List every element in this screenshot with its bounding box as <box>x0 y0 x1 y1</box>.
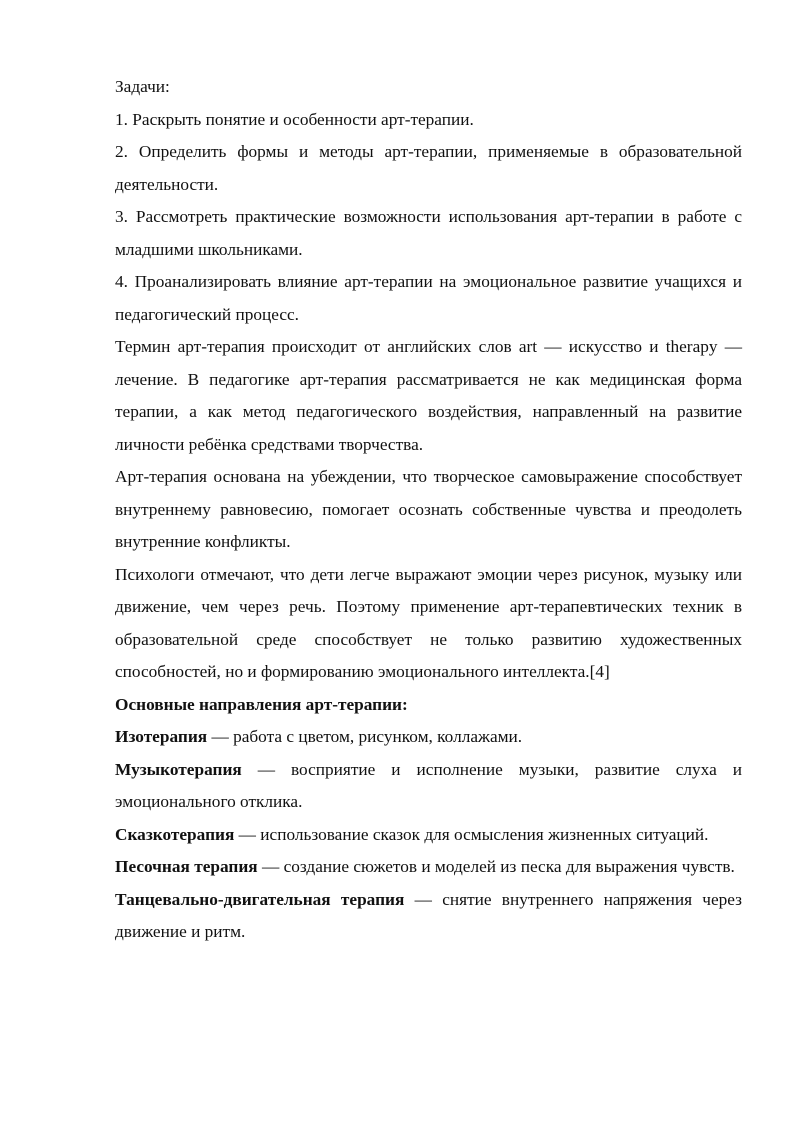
directions-heading-text: Основные направления арт-терапии: <box>115 694 408 714</box>
task-item-1: 1. Раскрыть понятие и особенности арт-терапии. <box>115 109 474 129</box>
direction-item-izotherapy <box>115 721 742 754</box>
direction-item-fairytale-therapy <box>115 819 742 852</box>
task-item-2: 2. Определить формы и методы арт-терапии, применяемые в образовательной деятельности. <box>115 142 742 194</box>
direction-term: Изотерапия <box>115 727 208 746</box>
direction-text: — создание сюжетов и моделей из песка для выражения чувств. <box>257 857 735 876</box>
direction-term: Сказкотерапия <box>115 824 235 844</box>
direction-item-dance-therapy <box>115 884 742 949</box>
direction-term: Музыкотерапия <box>115 759 242 779</box>
paragraph-art-therapy-basis: Арт-терапия основана на убеждении, что творческое самовыражение способствует внутреннему равновесию, помогает осознать собственные чувства и преодолеть внутренние конфликты. <box>115 467 742 551</box>
direction-item-sand-therapy <box>115 851 742 884</box>
direction-text: — восприятие и исполнение музыки, развитие слуха и эмоционального отклика. <box>115 759 742 811</box>
document-page <box>115 71 742 949</box>
direction-text: — снятие внутреннего напряжения через движение и ритм. <box>115 889 743 941</box>
tasks-heading: Задачи: <box>115 77 170 96</box>
task-item-4: 4. Проанализировать влияние арт-терапии на эмоциональное развитие учащихся и педагогический процесс. <box>115 272 742 324</box>
task-item-3: 3. Рассмотреть практические возможности использования арт-терапии в работе с младшими школьниками. <box>115 207 742 259</box>
direction-term: Танцевально-двигательная терапия <box>115 889 405 909</box>
direction-term: Песочная терапия <box>115 857 258 876</box>
directions-heading <box>115 689 742 722</box>
paragraph-psychologists-note: Психологи отмечают, что дети легче выражают эмоции через рисунок, музыку или движение, чем через речь. Поэтому применение арт-терапевтических техник в образовательной среде способствует не только развитию художественных способностей, но и формированию эмоционального интеллекта.[4] <box>115 564 742 681</box>
direction-text: — работа с цветом, рисунком, коллажами. <box>207 727 523 746</box>
direction-text: — использование сказок для осмысления жизненных ситуаций. <box>234 824 709 844</box>
direction-item-music-therapy <box>115 754 742 819</box>
paragraph-term-definition: Термин арт-терапия происходит от английских слов art — искусство и therapy — лечение. В педагогике арт-терапия рассматривается не как медицинская форма терапии, а как метод педагогического воздействия, направленный на развитие личности ребёнка средствами творчества. <box>115 337 742 454</box>
